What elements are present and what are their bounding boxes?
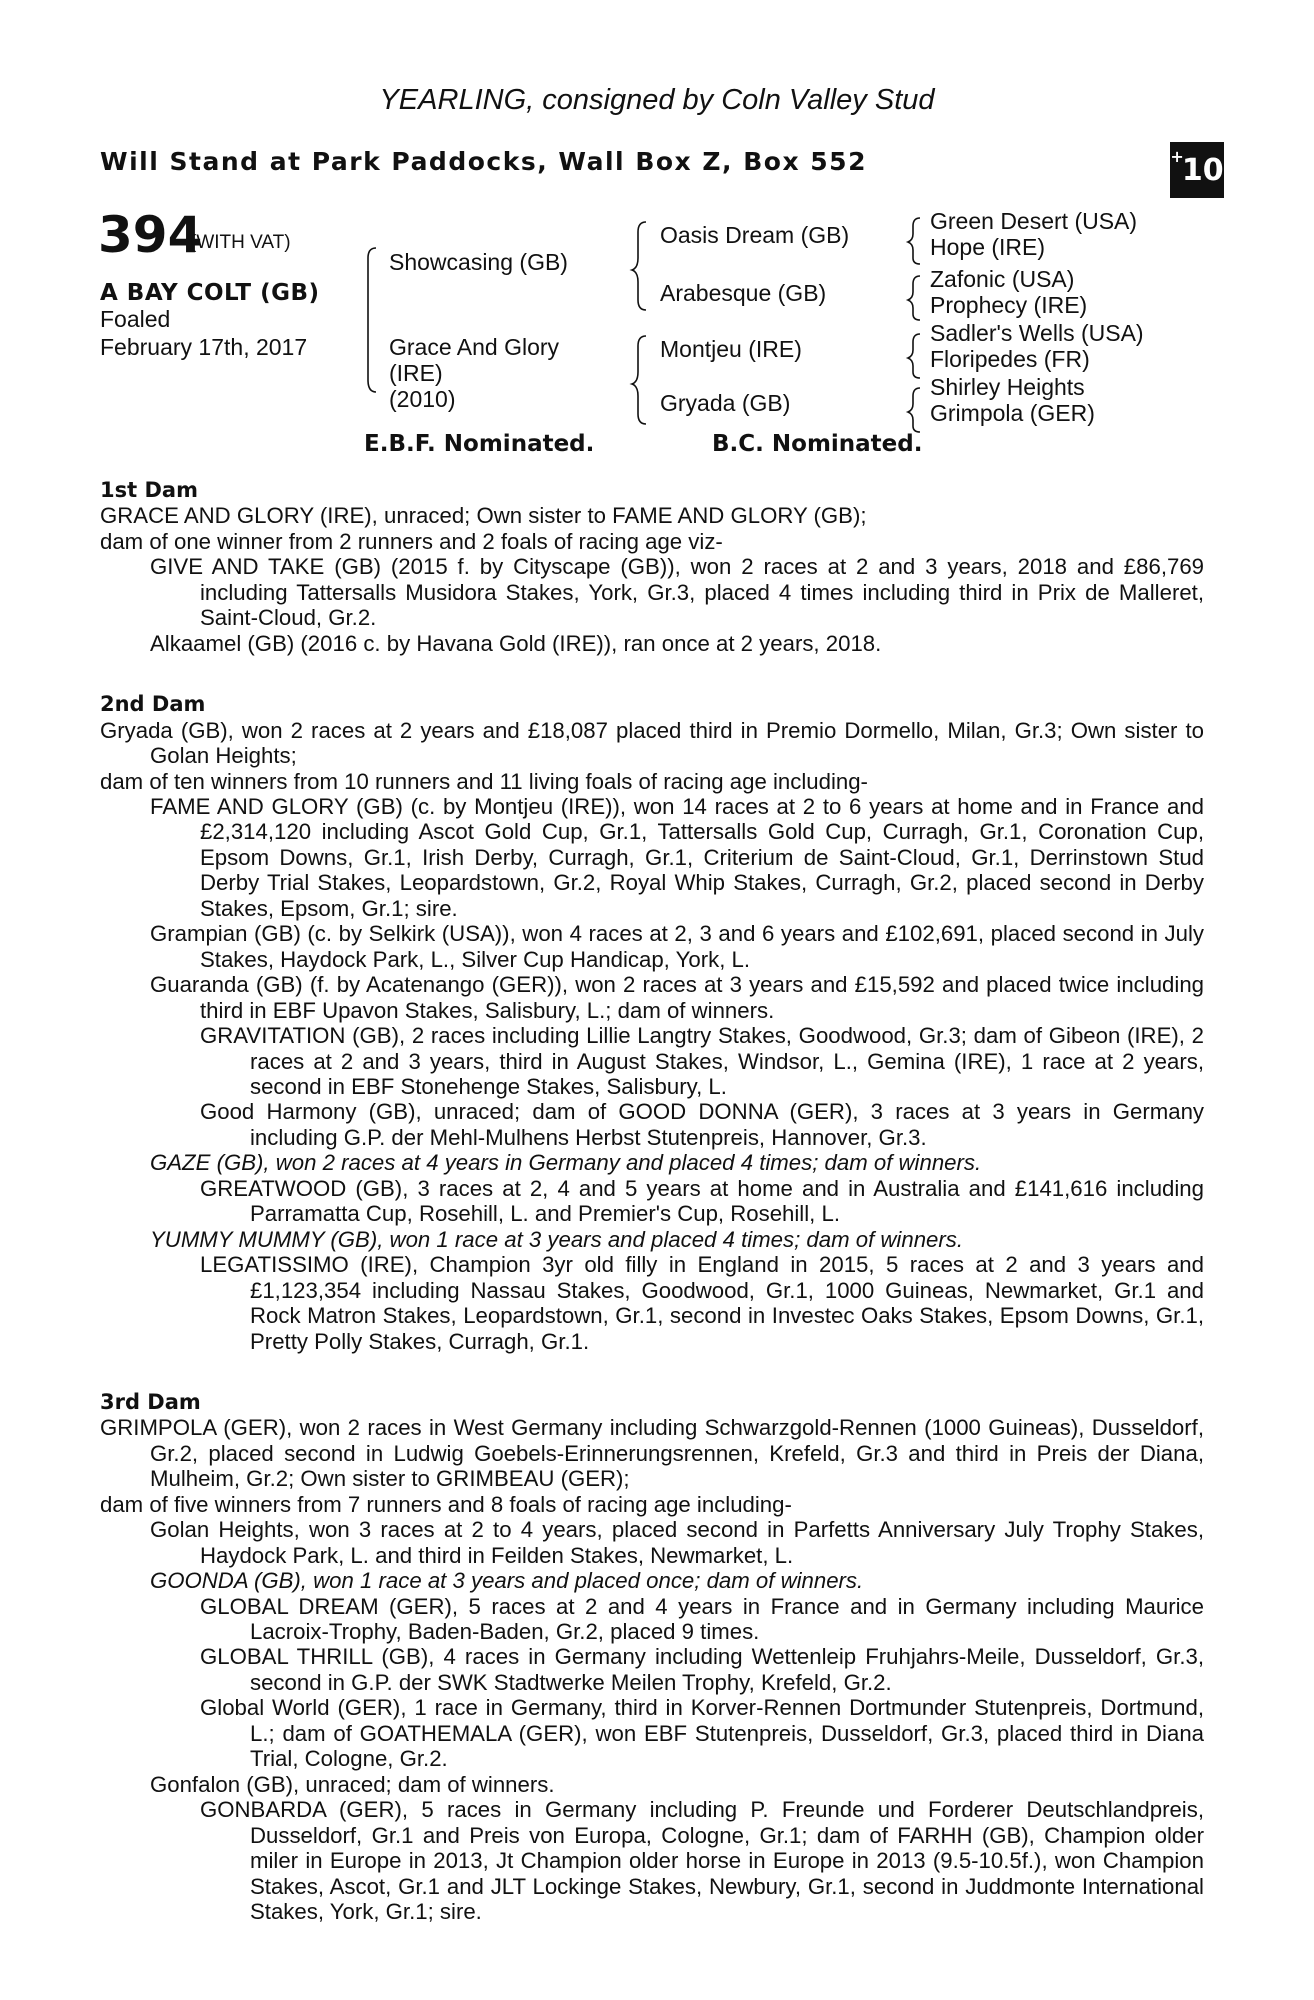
third-dam-line: GLOBAL DREAM (GER), 5 races at 2 and 4 years in France and in Germany including Maurice Lacroix-Trophy, Baden-Baden, Gr.2, placed 9 times.: [200, 1593, 1204, 1645]
family-details: [100, 478, 1204, 1924]
dam-line-3: (2010): [389, 386, 456, 412]
ebf-nominated: E.B.F. Nominated.: [364, 431, 595, 457]
second-dam-line: YUMMY MUMMY (GB), won 1 race at 3 years and placed 4 times; dam of winners.: [150, 1226, 964, 1252]
second-dam-line: Good Harmony (GB), unraced; dam of GOOD DONNA (GER), 3 races at 3 years in Germany including G.P. der Mehl-Mulhens Herbst Stutenpreis, Hannover, Gr.3.: [200, 1099, 1204, 1150]
first-dam-line: dam of one winner from 2 runners and 2 foals of racing age viz-: [100, 528, 723, 554]
ggp-2: Hope (IRE): [930, 234, 1046, 260]
sire: Showcasing (GB): [389, 249, 568, 275]
second-dam-line: Gryada (GB), won 2 races at 2 years and £18,087 placed third in Premio Dormello, Milan, Gr.3; Own sister to Golan Heights;: [100, 717, 1204, 769]
ggp-7: Shirley Heights: [930, 374, 1085, 400]
sire-sire: Oasis Dream (GB): [660, 222, 850, 248]
first-dam-line: GRACE AND GLORY (IRE), unraced; Own sister to FAME AND GLORY (GB);: [100, 503, 867, 529]
lot-number: 394: [98, 206, 203, 264]
second-dam-heading: 2nd Dam: [100, 692, 206, 717]
second-dam-line: LEGATISSIMO (IRE), Champion 3yr old filly in England in 2015, 5 races at 2 and 3 years and £1,123,354 including Nassau Stakes, Goodwood, Gr.1, 1000 Guineas, Newmarket, Gr.1 and Rock Matron Stakes, Leopardstown, Gr.1, second in Investec Oaks Stakes, Epsom Downs, Gr.1, Pretty Polly Stakes, Curragh, Gr.1.: [200, 1252, 1204, 1354]
stand-location: Will Stand at Park Paddocks, Wall Box Z, Box 552: [100, 147, 867, 176]
second-dam-line: GREATWOOD (GB), 3 races at 2, 4 and 5 years at home and in Australia and £141,616 including Parramatta Cup, Rosehill, L. and Premier's Cup, Rosehill, L.: [200, 1175, 1204, 1227]
ggp-5: Sadler's Wells (USA): [930, 320, 1144, 346]
badge-plus: +: [1170, 146, 1184, 166]
second-dam-line: Grampian (GB) (c. by Selkirk (USA)), won 4 races at 2, 3 and 6 years and £102,691, placed second in July Stakes, Haydock Park, L., Silver Cup Handicap, York, L.: [150, 921, 1204, 972]
dam-line-1: Grace And Glory: [389, 334, 560, 360]
ggp-3: Zafonic (USA): [930, 266, 1075, 292]
third-dam-line: GRIMPOLA (GER), won 2 races in West Germany including Schwarzgold-Rennen (1000 Guineas), Dusseldorf, Gr.2, placed second in Ludwig Goebels-Erinnerungsrennen, Krefeld, Gr.3 and third in Preis der Diana, Mulheim, Gr.2; Own sister to GRIMBEAU (GER);: [100, 1415, 1204, 1492]
horse-name: A BAY COLT (GB): [100, 280, 320, 306]
third-dam-line: Gonfalon (GB), unraced; dam of winners.: [150, 1771, 555, 1797]
third-dam-line: Global World (GER), 1 race in Germany, third in Korver-Rennen Dortmunder Stutenpreis, Dortmund, L.; dam of GOATHEMALA (GER), won EBF Stutenpreis, Dusseldorf, Gr.3, placed third in Diana Trial, Cologne, Gr.2.: [200, 1695, 1204, 1772]
dam-dam: Gryada (GB): [660, 390, 791, 416]
ggp-8: Grimpola (GER): [930, 400, 1095, 426]
foaled-label: Foaled: [100, 306, 171, 332]
page-title: YEARLING, consigned by Coln Valley Stud: [379, 84, 935, 116]
third-dam-line: GLOBAL THRILL (GB), 4 races in Germany including Wettenleip Fruhjahrs-Meile, Dusseldorf, Gr.3, second in G.P. der SWK Stadtwerke Meilen Trophy, Krefeld, Gr.2.: [200, 1644, 1204, 1695]
dam-line-2: (IRE): [389, 360, 443, 386]
second-dam-line: Guaranda (GB) (f. by Acatenango (GER)), won 2 races at 3 years and £15,592 and placed twice including third in EBF Upavon Stakes, Salisbury, L.; dam of winners.: [150, 972, 1204, 1023]
ggp-1: Green Desert (USA): [930, 208, 1138, 234]
first-dam-heading: 1st Dam: [100, 478, 198, 502]
third-dam-line: GOONDA (GB), won 1 race at 3 years and placed once; dam of winners.: [150, 1568, 864, 1594]
badge-text: 10: [1181, 152, 1224, 188]
lot-vat: (WITH VAT): [190, 232, 291, 253]
second-dam-line: GRAVITATION (GB), 2 races including Lillie Langtry Stakes, Goodwood, Gr.3; dam of Gibeon (IRE), 2 races at 2 and 3 years, third in August Stakes, Windsor, L., Gemina (IRE), 1 race at 2 years, second in EBF Stonehenge Stakes, Salisbury, L.: [200, 1023, 1204, 1099]
dam-sire: Montjeu (IRE): [660, 336, 802, 362]
ggp-4: Prophecy (IRE): [930, 292, 1088, 318]
sire-dam: Arabesque (GB): [660, 280, 827, 306]
second-dam-line: dam of ten winners from 10 runners and 11 living foals of racing age including-: [100, 768, 868, 794]
first-dam-line: Alkaamel (GB) (2016 c. by Havana Gold (IRE)), ran once at 2 years, 2018.: [150, 630, 882, 656]
third-dam-line: Golan Heights, won 3 races at 2 to 4 years, placed second in Parfetts Anniversary July Trophy Stakes, Haydock Park, L. and third in Feilden Stakes, Newmarket, L.: [150, 1517, 1204, 1568]
third-dam-heading: 3rd Dam: [100, 1389, 201, 1414]
foaled-date: February 17th, 2017: [100, 334, 308, 360]
first-dam-line: GIVE AND TAKE (GB) (2015 f. by Cityscape (GB)), won 2 races at 2 and 3 years, 2018 and £86,769 including Tattersalls Musidora Stakes, York, Gr.3, placed 4 times including third in Prix de Malleret, Saint-Cloud, Gr.2.: [150, 554, 1204, 631]
second-dam-line: GAZE (GB), won 2 races at 4 years in Germany and placed 4 times; dam of winners.: [150, 1150, 982, 1176]
bc-nominated: B.C. Nominated.: [712, 431, 923, 457]
third-dam-line: dam of five winners from 7 runners and 8 foals of racing age including-: [100, 1491, 792, 1517]
third-dam-line: GONBARDA (GER), 5 races in Germany including P. Freunde und Forderer Deutschlandpreis, Dusseldorf, Gr.1 and Preis von Europa, Cologne, Gr.1; dam of FARHH (GB), Champion older miler in Europe in 2013, Jt Champion older horse in Europe in 2013 (9.5-10.5f.), won Champion Stakes, Ascot, Gr.1 and JLT Lockinge Stakes, Newbury, Gr.1, second in Juddmonte International Stakes, York, Gr.1; sire.: [200, 1797, 1204, 1925]
ggp-6: Floripedes (FR): [930, 346, 1090, 372]
second-dam-line: FAME AND GLORY (GB) (c. by Montjeu (IRE)), won 14 races at 2 to 6 years at home and in France and £2,314,120 including Ascot Gold Cup, Gr.1, Tattersalls Gold Cup, Curragh, Gr.1, Coronation Cup, Epsom Downs, Gr.1, Irish Derby, Curragh, Gr.1, Criterium de Saint-Cloud, Gr.1, Derrinstown Stud Derby Trial Stakes, Leopardstown, Gr.2, Royal Whip Stakes, Curragh, Gr.2, placed second in Derby Stakes, Epsom, Gr.1; sire.: [150, 793, 1204, 921]
pedigree-brackets: [0, 0, 1314, 480]
